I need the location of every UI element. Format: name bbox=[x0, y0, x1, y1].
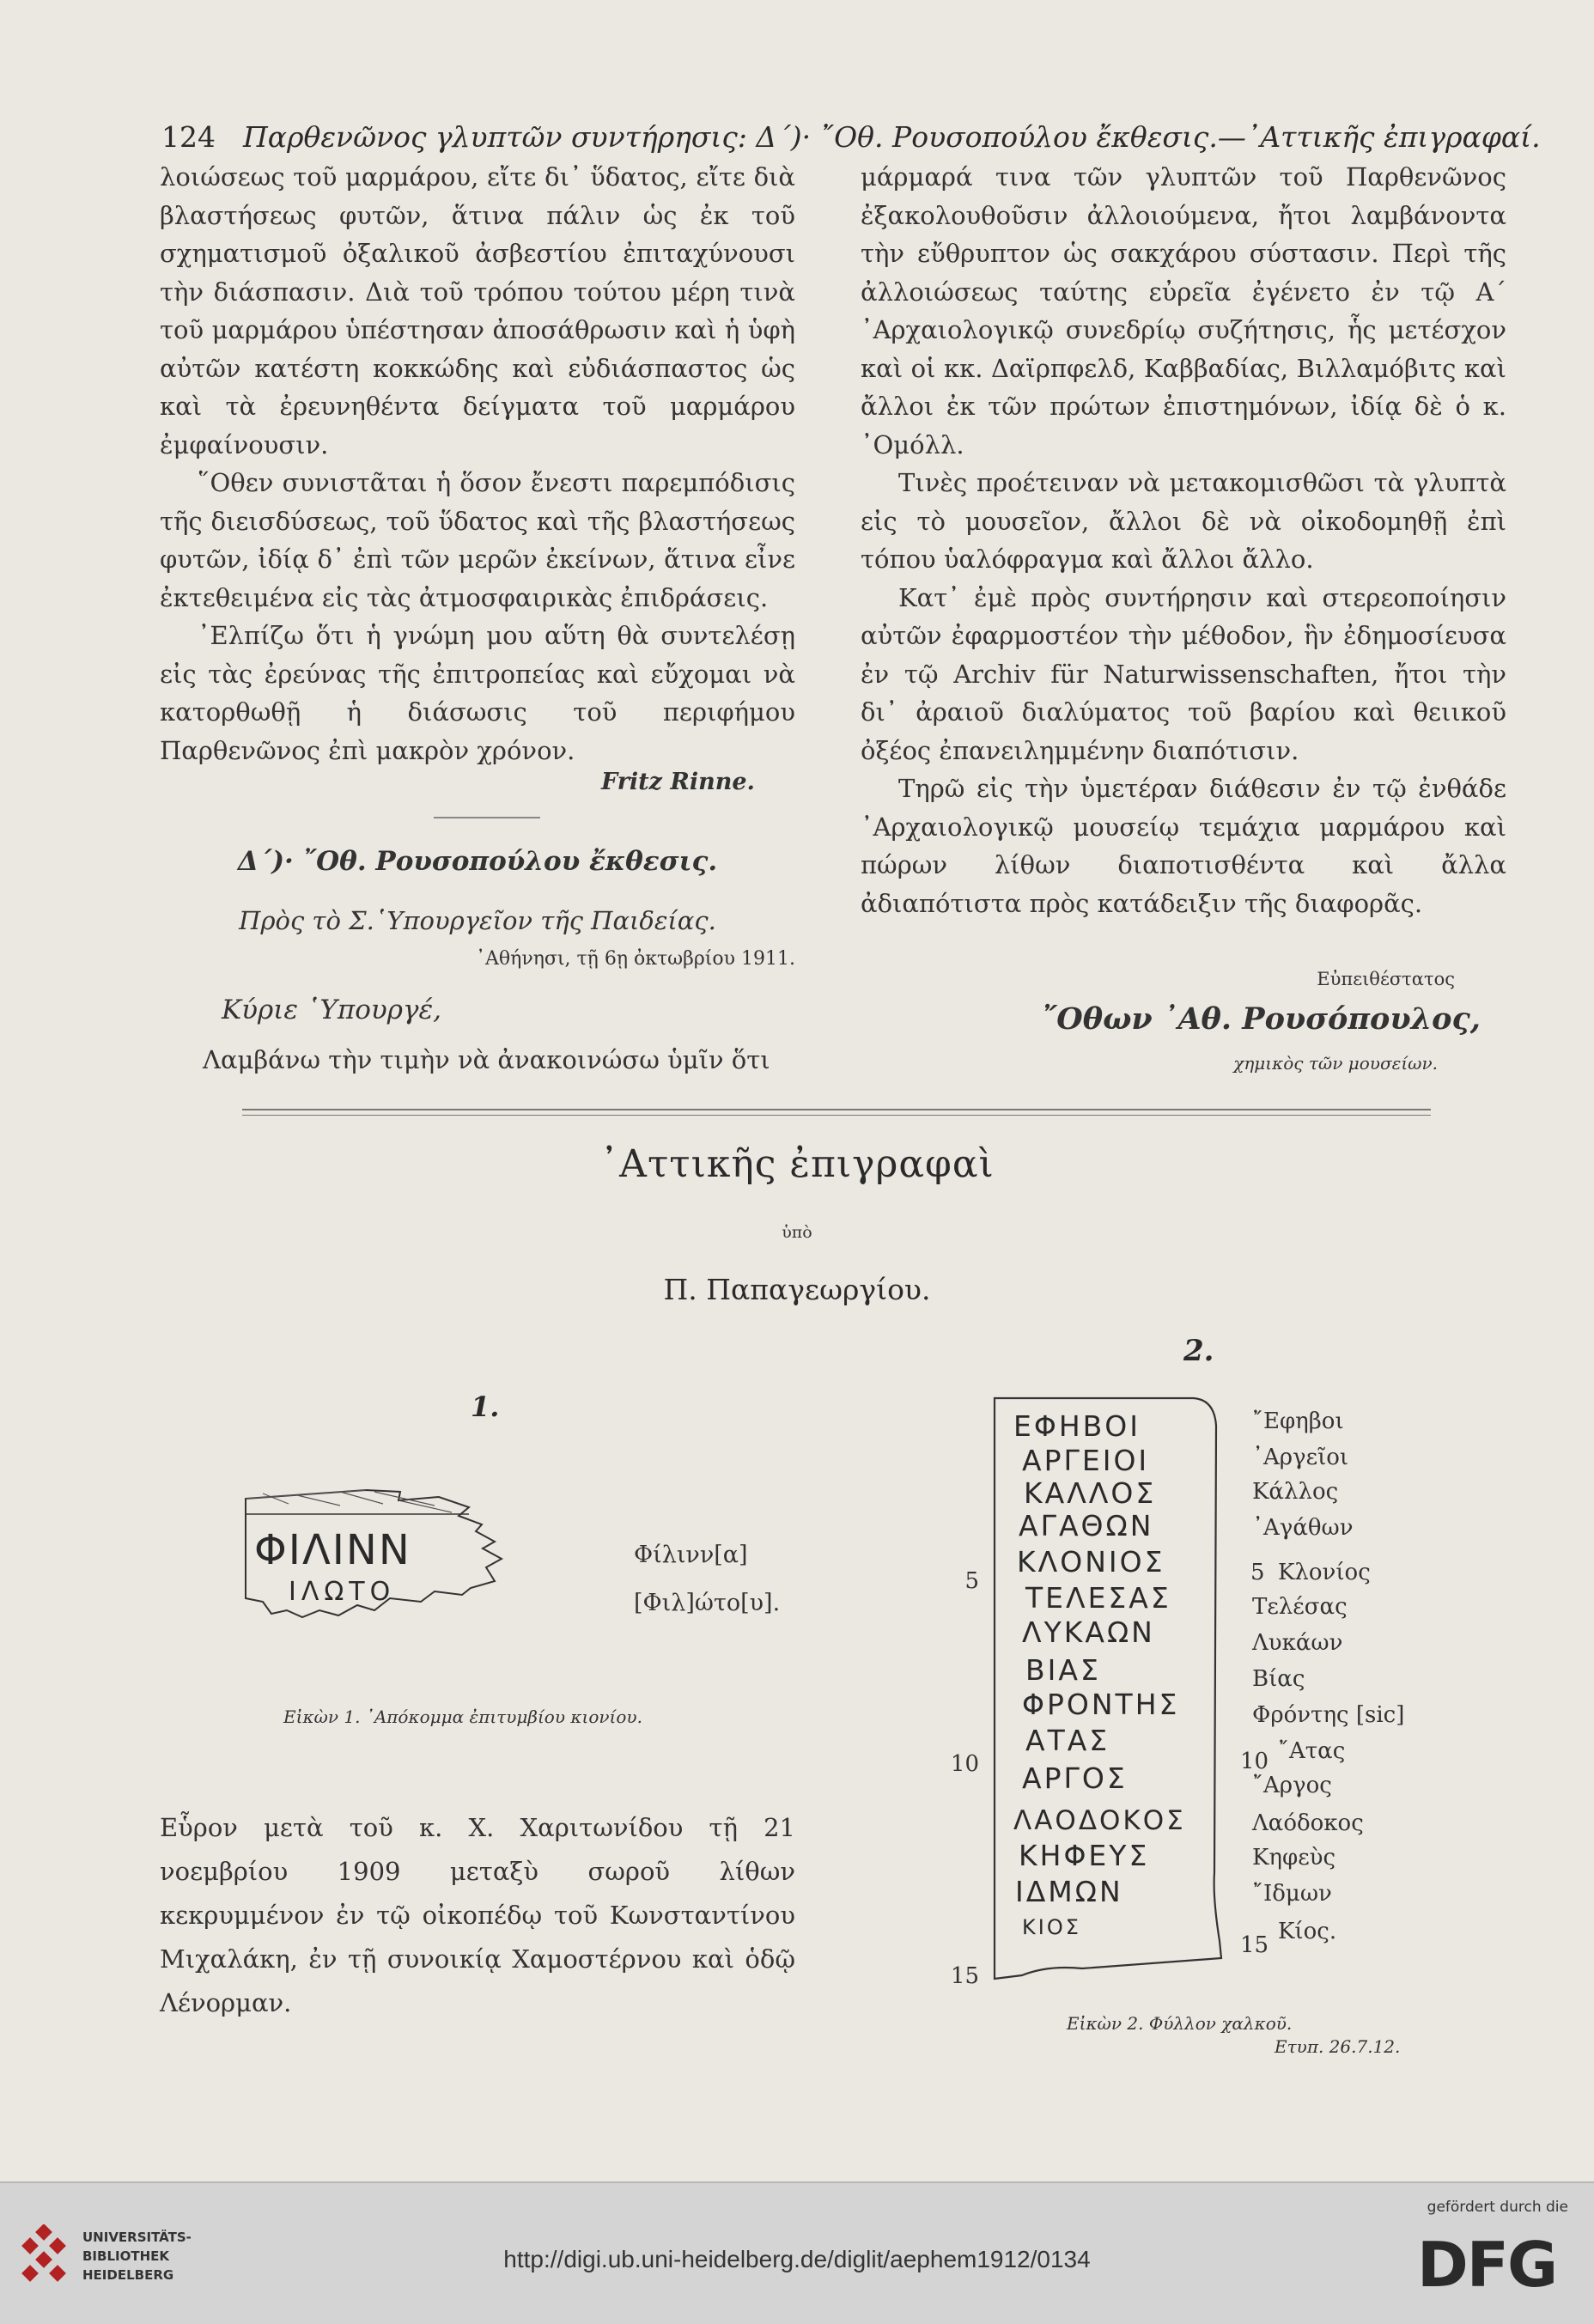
section-author: Π. Παπαγεωργίου. bbox=[663, 1273, 931, 1306]
figure-1-number: 1. bbox=[471, 1390, 500, 1423]
running-header bbox=[161, 120, 1541, 154]
figure-2-transcription-line: Κλονίος bbox=[1278, 1560, 1371, 1585]
line-number-5: 5 bbox=[964, 1568, 979, 1594]
figure-2-plate-line: ΛΥΚΑΩΝ bbox=[1022, 1615, 1155, 1649]
figure-2-transcription-line: ᾿Αγάθων bbox=[1252, 1515, 1354, 1541]
figure-2-plate-line: ΑΡΓΟΣ bbox=[1022, 1761, 1128, 1795]
line-number-10: 10 bbox=[950, 1751, 979, 1777]
figure-2-plate-line: ΒΙΑΣ bbox=[1025, 1653, 1101, 1687]
trans-number-5: 5 bbox=[1250, 1560, 1265, 1585]
figure-2-plate-line: ΑΤΑΣ bbox=[1025, 1724, 1110, 1757]
figure-2-transcription-line: Κηφεὺς bbox=[1252, 1845, 1336, 1871]
running-title: Παρθενῶνος γλυπτῶν συντήρησις: Δ΄)· ῎Οθ. Ρουσοπούλου ἔκθεσις.—᾿Αττικῆς ἐπιγραφαί. bbox=[243, 120, 1541, 154]
salutation: Κύριε ῾Υπουργέ, bbox=[222, 995, 441, 1025]
trans-number-15: 15 bbox=[1240, 1932, 1269, 1958]
find-paragraph: Εὗρον μετὰ τοῦ κ. Χ. Χαριτωνίδου τῇ 21 νοεμβρίου 1909 μεταξὺ σωροῦ λίθων κεκρυμμένον ἐν τῷ οἰκοπέδῳ τοῦ Κωνσταντίνου Μιχαλάκη, ἐν τῇ συνοικίᾳ Χαμοστέρνου καὶ ὁδῷ Λένορμαν. bbox=[160, 1813, 795, 2017]
figure-2-plate-line: ΤΕΛΕΣΑΣ bbox=[1025, 1581, 1171, 1615]
signatory-role: χημικὸς τῶν μουσείων. bbox=[1233, 1053, 1438, 1074]
figure-1-caption: Εἰκὼν 1. ᾿Απόκομμα ἐπιτυμβίου κιονίου. bbox=[283, 1706, 642, 1727]
figure-2-transcription-line: ῎Ιδμων bbox=[1252, 1881, 1332, 1907]
figure-2-plate-line: ΚΑΛΛΟΣ bbox=[1024, 1476, 1157, 1510]
figure-2-plate-text bbox=[1013, 1409, 1186, 1939]
right-paragraph-2: Τινὲς προέτειναν νὰ μετακομισθῶσι τὰ γλυπτὰ εἰς τὸ μουσεῖον, ἄλλοι δὲ νὰ οἰκοδομηθῇ ἐπὶ τόπου ὑαλόφραγμα καὶ ἄλλοι ἄλλο. bbox=[861, 468, 1506, 574]
left-paragraph-2: ῞Οθεν συνιστᾶται ἡ ὅσον ἔνεστι παρεμπόδισις τῆς διεισδύσεως, τοῦ ὕδατος καὶ τῆς βλαστήσεως φυτῶν, ἰδίᾳ δ᾿ ἐπὶ τῶν μερῶν ἐκείνων, ἅτινα εἶνε ἐκτεθειμένα εἰς τὰς ἀτμοσφαιρικὰς ἐπιδράσεις. bbox=[160, 468, 795, 612]
figure-2-drawing bbox=[988, 1391, 1237, 1992]
figure-2-transcription-line: Λαόδοκος bbox=[1252, 1810, 1364, 1836]
figure-2-plate-line: ΙΔΜΩΝ bbox=[1015, 1875, 1123, 1908]
left-paragraph-1: λοιώσεως τοῦ μαρμάρου, εἴτε δι᾿ ὕδατος, εἴτε διὰ βλαστήσεως φυτῶν, ἅτινα πάλιν ὡς ἐκ τοῦ σχηματισμοῦ ὀξαλικοῦ ἀσβεστίου ἐπιταχύνουσι τὴν διάσπασιν. Διὰ τοῦ τρόπου τούτου μέρη τινὰ τοῦ μαρμάρου ὑπέστησαν ἀποσάθρωσιν καὶ ἡ ὑφὴ αὐτῶν κατέστη κοκκώδης καὶ εὐδιάσπαστος ὡς καὶ τὰ ἐρευνηθέντα δείγματα τοῦ μαρμάρου ἐμφαίνουσιν. bbox=[160, 162, 795, 459]
section-title: ᾿Αττικῆς ἐπιγραφαὶ bbox=[599, 1142, 995, 1186]
figure-2-transcription-line: Φρόντης [sic] bbox=[1252, 1702, 1405, 1728]
figure-1-line-2: ΙΛΩΤΟ bbox=[289, 1577, 396, 1607]
figure-1-line-1: ΦΙΛΙΝΝ bbox=[254, 1526, 411, 1574]
figure-2-number: 2. bbox=[1183, 1334, 1214, 1368]
figure-2-plate-line: ΚΙΟΣ bbox=[1022, 1915, 1081, 1939]
left-paragraph-3: ᾿Ελπίζω ὅτι ἡ γνώμη μου αὕτη θὰ συντελέσῃ εἰς τὰς ἐρεύνας τῆς ἐπιτροπείας καὶ εὔχομαι νὰ κατορθωθῇ ἡ διάσωσις τοῦ περιφήμου Παρθενῶνος ἐπὶ μακρὸν χρόνον. bbox=[160, 621, 795, 765]
library-line-3: HEIDELBERG bbox=[82, 2267, 174, 2283]
figure-2-transcription-line: Τελέσας bbox=[1252, 1594, 1348, 1620]
letter-date: ᾿Αθήνησι, τῇ 6ῃ ὀκτωβρίου 1911. bbox=[476, 948, 795, 970]
figure-2-transcription-line: ᾿Αργεῖοι bbox=[1252, 1445, 1349, 1470]
funding-note: gefördert durch die bbox=[1427, 2199, 1568, 2216]
figure-2-plate-line: ΚΗΦΕΥΣ bbox=[1019, 1839, 1150, 1872]
fragment-hatching bbox=[246, 1490, 452, 1512]
library-line-1: UNIVERSITÄTS- bbox=[82, 2230, 192, 2245]
signature-rousopoulos: ῎Οθων ᾿Αθ. Ρουσόπουλος, bbox=[1041, 1001, 1481, 1037]
library-line-2: BIBLIOTHEK bbox=[82, 2248, 169, 2264]
section-by: ὑπὸ bbox=[782, 1223, 812, 1242]
figure-2-transcription-line: ῎Εφηβοι bbox=[1252, 1408, 1344, 1434]
right-paragraph-4: Τηρῶ εἰς τὴν ὑμετέραν διάθεσιν ἐν τῷ ἐνθάδε ᾿Αρχαιολογικῷ μουσείῳ τεμάχια μαρμάρου καὶ πώρων λίθων διαποτισθέντα καὶ ἄλλα ἀδιαπότιστα πρὸς κατάδειξιν τῆς διαφορᾶς. bbox=[861, 774, 1506, 918]
right-paragraph-1: μάρμαρά τινα τῶν γλυπτῶν τοῦ Παρθενῶνος ἐξακολουθοῦσιν ἀλλοιούμενα, ἤτοι λαμβάνοντα τὴν εὔθρυπτον ὡς σακχάρου σύστασιν. Περὶ τῆς ἀλλοιώσεως ταύτης εὐρεῖα ἐγένετο ἐν τῷ Α΄ ᾿Αρχαιολογικῷ συνεδρίῳ συζήτησις, ἧς μετέσχον καὶ οἱ κκ. Δαϊρπφελδ, Καββαδίας, Βιλλαμόβιτς καὶ ἄλλοι ἐκ τῶν πρώτων ἐπιστημόνων, ἰδίᾳ δὲ ὁ κ. ᾿Ομόλλ. bbox=[861, 162, 1506, 459]
addressee: Πρὸς τὸ Σ.῾Υπουργεῖον τῆς Παιδείας. bbox=[239, 906, 716, 935]
source-url[interactable]: http://digi.ub.uni-heidelberg.de/diglit/aephem1912/0134 bbox=[503, 2246, 1091, 2272]
left-column bbox=[160, 158, 795, 770]
figure-2-plate-line: ΛΑΟΔΟΚΟΣ bbox=[1013, 1805, 1186, 1836]
figure-2-plate-line: ΚΛΟΝΙΟΣ bbox=[1017, 1545, 1165, 1579]
trans-number-10: 10 bbox=[1240, 1749, 1269, 1774]
figure-2-plate-line: ΑΓΑΘΩΝ bbox=[1019, 1509, 1154, 1542]
section-rule-top bbox=[242, 1109, 1431, 1110]
page-number: 124 bbox=[161, 120, 216, 154]
figure-2-transcription-line: Βίας bbox=[1252, 1666, 1305, 1692]
right-column bbox=[861, 158, 1506, 922]
figure-2-transcription-line: Λυκάων bbox=[1252, 1630, 1343, 1656]
figure-1-transcription-1: Φίλινν[α] bbox=[634, 1542, 748, 1568]
figure-2-plate-line: ΦΡΟΝΤΗΣ bbox=[1022, 1688, 1180, 1721]
figure-2-transcription-line: ῎Ατας bbox=[1278, 1738, 1346, 1764]
figure-2-plate-line: ΑΡΓΕΙΟΙ bbox=[1022, 1444, 1150, 1477]
figure-1-drawing bbox=[237, 1481, 520, 1627]
figure-1-transcription-2: [Φιλ]ώτο[υ]. bbox=[634, 1590, 781, 1616]
closing-formula: Εὐπειθέστατος bbox=[1317, 969, 1455, 989]
figure-2-plate-line: ΕΦΗΒΟΙ bbox=[1013, 1409, 1141, 1443]
figure-2-transcription-line: ῎Αργος bbox=[1252, 1773, 1332, 1798]
letter-first-line: Λαμβάνω τὴν τιμὴν νὰ ἀνακοινώσω ὑμῖν ὅτι bbox=[203, 1045, 770, 1074]
section-rule-bottom bbox=[242, 1115, 1431, 1116]
figure-2-caption: Εἰκὼν 2. Φύλλον χαλκοῦ. bbox=[1067, 2013, 1293, 2034]
signature-rinne: Fritz Rinne. bbox=[601, 769, 755, 795]
figure-2-transcription-line: Κίος. bbox=[1278, 1919, 1337, 1944]
right-paragraph-3: Κατ᾿ ἐμὲ πρὸς συντήρησιν καὶ στερεοποίησιν αὐτῶν ἐφαρμοστέον τὴν μέθοδον, ἣν ἐδημοσίευσα ἐν τῷ Archiv für Naturwissenschaften, ἤτοι τὴν δι᾿ ἀραιοῦ διαλύματος τοῦ βαρίου καὶ θειικοῦ ὀξέος ἐπανειλημμένην διαπότισιν. bbox=[861, 582, 1506, 765]
separator-line bbox=[434, 817, 540, 818]
figure-2-print-date: Ετυπ. 26.7.12. bbox=[1275, 2036, 1401, 2057]
subsection-heading: Δ΄)· ῎Οθ. Ρουσοπούλου ἔκθεσις. bbox=[237, 846, 718, 877]
figure-2-transcription-line: Κάλλος bbox=[1252, 1479, 1339, 1505]
dfg-logo: DFG bbox=[1417, 2229, 1557, 2301]
line-number-15: 15 bbox=[950, 1963, 979, 1989]
